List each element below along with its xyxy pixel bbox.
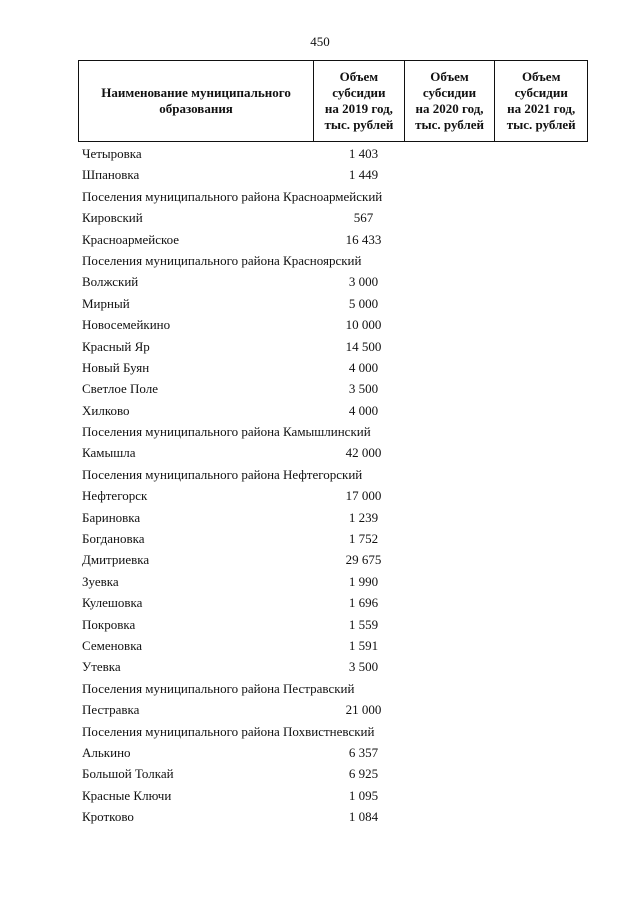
subsidy-2019: 1 095 <box>348 787 379 803</box>
table-row <box>0 571 640 592</box>
municipality-name: Шпановка <box>82 167 140 183</box>
section-row <box>0 186 640 207</box>
subsidy-2019: 29 675 <box>345 552 382 568</box>
table-row <box>0 293 640 314</box>
subsidy-2019: 3 000 <box>348 274 379 290</box>
table-body <box>0 143 640 828</box>
subsidy-2019: 5 000 <box>348 295 379 311</box>
table-row <box>0 400 640 421</box>
district-heading: Поселения муниципального района Пестравский <box>82 680 355 696</box>
subsidy-2019: 3 500 <box>348 381 379 397</box>
table-row <box>0 378 640 399</box>
municipality-name: Камышла <box>82 445 136 461</box>
municipality-name: Зуевка <box>82 573 119 589</box>
subsidy-2019: 1 752 <box>348 531 379 547</box>
subsidy-2019: 16 433 <box>345 231 382 247</box>
table-row <box>0 699 640 720</box>
table-row <box>0 785 640 806</box>
subsidy-2019: 1 591 <box>348 637 379 653</box>
municipality-name: Кулешовка <box>82 595 143 611</box>
header-2020-column: Объем субсидии на 2020 год, тыс. рублей <box>405 61 496 141</box>
table-row <box>0 614 640 635</box>
subsidy-2019: 567 <box>353 210 374 226</box>
district-heading: Поселения муниципального района Нефтегорский <box>82 466 363 482</box>
table-row <box>0 806 640 827</box>
table-row <box>0 314 640 335</box>
table-row <box>0 229 640 250</box>
table-row <box>0 528 640 549</box>
municipality-name: Большой Толкай <box>82 766 174 782</box>
table-row <box>0 635 640 656</box>
subsidy-2019: 6 357 <box>348 744 379 760</box>
district-heading: Поселения муниципального района Красноармейский <box>82 188 383 204</box>
subsidy-2019: 10 000 <box>345 317 382 333</box>
subsidy-2019: 3 500 <box>348 659 379 675</box>
subsidy-2019: 1 559 <box>348 616 379 632</box>
subsidy-2019: 1 696 <box>348 595 379 611</box>
subsidy-2019: 17 000 <box>345 488 382 504</box>
table-row <box>0 143 640 164</box>
district-heading: Поселения муниципального района Камышлинский <box>82 424 371 440</box>
table-row <box>0 164 640 185</box>
table-row <box>0 485 640 506</box>
table-row <box>0 357 640 378</box>
municipality-name: Четыровка <box>82 146 142 161</box>
municipality-name: Алькино <box>82 744 131 760</box>
municipality-name: Волжский <box>82 274 139 290</box>
municipality-name: Новосемейкино <box>82 317 171 333</box>
municipality-name: Красноармейское <box>82 231 180 247</box>
municipality-name: Кировский <box>82 210 143 226</box>
municipality-name: Утевка <box>82 659 121 675</box>
section-row <box>0 721 640 742</box>
subsidy-2019: 1 990 <box>348 573 379 589</box>
section-row <box>0 464 640 485</box>
municipality-name: Пестравка <box>82 702 140 718</box>
subsidy-2019: 14 500 <box>345 338 382 354</box>
section-row <box>0 678 640 699</box>
table-row <box>0 763 640 784</box>
municipality-name: Бариновка <box>82 509 141 525</box>
header-2019-column: Объем субсидии на 2019 год, тыс. рублей <box>314 61 405 141</box>
subsidy-2019: 42 000 <box>345 445 382 461</box>
municipality-name: Покровка <box>82 616 136 632</box>
municipality-name: Дмитриевка <box>82 552 150 568</box>
subsidy-2019: 1 084 <box>348 809 379 825</box>
municipality-name: Мирный <box>82 295 130 311</box>
section-row <box>0 250 640 271</box>
district-heading: Поселения муниципального района Похвистневский <box>82 723 375 739</box>
table-row <box>0 656 640 677</box>
municipality-name: Красный Яр <box>82 338 150 354</box>
municipality-name: Богдановка <box>82 531 145 547</box>
municipality-name: Новый Буян <box>82 359 150 375</box>
subsidy-2019: 4 000 <box>348 359 379 375</box>
municipality-name: Семеновка <box>82 637 143 653</box>
subsidy-2019: 21 000 <box>345 702 382 718</box>
municipality-name: Светлое Поле <box>82 381 159 397</box>
table-row <box>0 592 640 613</box>
table-header <box>78 60 588 142</box>
table-row <box>0 207 640 228</box>
section-row <box>0 421 640 442</box>
table-row <box>0 442 640 463</box>
header-2021-column: Объем субсидии на 2021 год, тыс. рублей <box>506 69 576 132</box>
municipality-name: Красные Ключи <box>82 787 172 803</box>
subsidy-2019: 1 239 <box>348 509 379 525</box>
municipality-name: Хилково <box>82 402 130 418</box>
subsidy-2019: 1 449 <box>348 167 379 183</box>
municipality-name: Кротково <box>82 809 134 825</box>
table-row <box>0 549 640 570</box>
subsidy-2019: 6 925 <box>348 766 379 782</box>
municipality-name: Нефтегорск <box>82 488 148 504</box>
header-name-column: Наименование муниципального образования <box>79 61 314 141</box>
table-row <box>0 507 640 528</box>
table-row <box>0 742 640 763</box>
page-number: 450 <box>310 34 330 49</box>
table-row <box>0 271 640 292</box>
subsidy-2019: 1 403 <box>348 146 379 161</box>
table-row <box>0 336 640 357</box>
subsidy-2019: 4 000 <box>348 402 379 418</box>
district-heading: Поселения муниципального района Красноярский <box>82 252 362 268</box>
